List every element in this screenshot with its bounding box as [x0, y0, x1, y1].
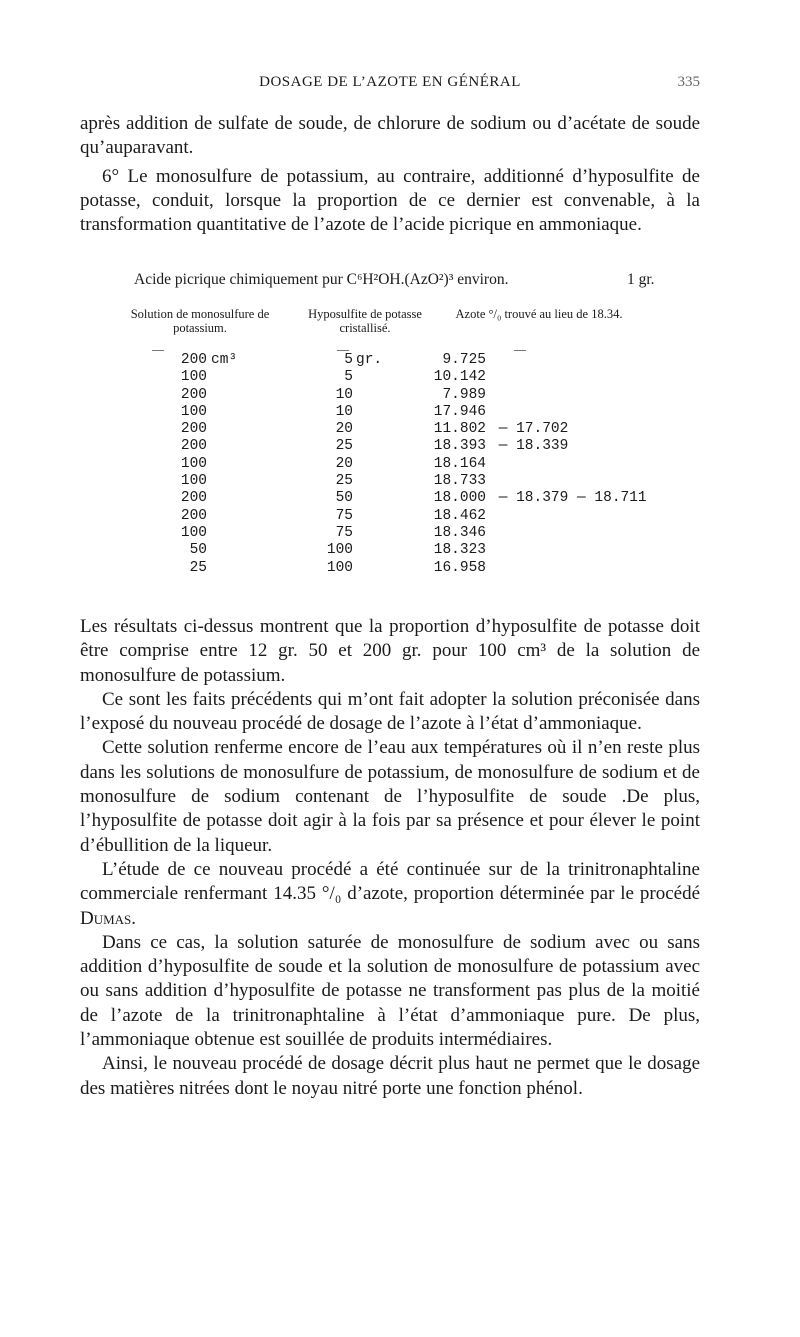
table-row — [80, 421, 720, 438]
cell-azote-extra: — 17.702 — [490, 421, 569, 438]
author-name: Dumas — [80, 907, 132, 929]
cell-hyposulfite: 100 — [326, 559, 353, 576]
table-row — [80, 456, 720, 473]
cell-solution: 100 — [180, 403, 207, 420]
cell-azote-extra: — 18.339 — [490, 438, 569, 455]
cell-azote: 18.346 — [433, 524, 486, 541]
cell-azote: 18.393 — [433, 438, 486, 455]
cell-hyposulfite: 100 — [326, 542, 353, 559]
table-row — [80, 404, 720, 421]
table-row — [80, 560, 720, 577]
paragraph: Ce sont les faits précédents qui m’ont fait adopter la solution préconisée dans l’exposé du nouveau procédé de dosage de l’azote à l’état d’ammoniaque. — [80, 688, 700, 735]
cell-azote: 18.733 — [433, 473, 486, 490]
table-row — [80, 508, 720, 525]
cell-azote: 17.946 — [433, 403, 486, 420]
paragraph: Cette solution renferme encore de l’eau aux températures où il n’en reste plus dans les solutions de monosulfure de potassium, de monosulfure de sodium et de monosulfure de sodium contenant de l’hyposulfite de soude .De plus, l’hyposulfite de potasse doit agir à la fois par sa présence et pour élever le point d’ébullition de la liqueur. — [80, 737, 700, 856]
paragraph: Les résultats ci-dessus montrent que la proportion d’hyposulfite de potasse doit être comprise entre 12 gr. 50 et 200 gr. pour 100 cm³ de la solution de monosulfure de potassium. — [80, 616, 700, 686]
cell-azote: 18.164 — [433, 455, 486, 472]
cell-hyposulfite: 75 — [335, 524, 353, 541]
cell-solution: 100 — [180, 524, 207, 541]
table-row — [80, 542, 720, 559]
cell-solution: 50 — [189, 542, 207, 559]
paragraph: Dans ce cas, la solution saturée de monosulfure de sodium avec ou sans addition d’hyposulfite de soude et la solution de monosulfure de potassium avec ou sans addition d’hyposulfite de potasse ne transforment pas plus de la moitié de l’azote de la trinitronaphtaline à l’état d’ammoniaque pure. De plus, l’ammoniaque obtenue est souillée de produits intermédiaires. — [80, 931, 700, 1051]
cell-hyposulfite: 5 — [344, 369, 353, 386]
cell-solution: 200 — [180, 421, 207, 438]
formula-text: Acide picrique chimiquement pur C⁶H²OH.(AzO²)³ environ. — [134, 271, 509, 288]
column-header: Azote °/₀ trouvé au lieu de 18.34. — [455, 307, 623, 321]
column-header: Hyposulfite de potasse cristallisé. — [308, 307, 422, 335]
cell-hyposulfite: 10 — [335, 403, 353, 420]
paragraph: Ainsi, le nouveau procédé de dosage décrit plus haut ne permet que le dosage des matières nitrées dont le noyau nitré porte une fonction phénol. — [80, 1053, 700, 1099]
cell-unit: gr. — [356, 352, 383, 368]
cell-hyposulfite: 20 — [335, 455, 353, 472]
cell-azote: 16.958 — [433, 559, 486, 576]
formula-quantity: 1 gr. — [627, 271, 655, 288]
table-row — [80, 438, 720, 455]
cell-solution: 200 — [180, 352, 207, 368]
table-row — [80, 387, 720, 404]
cell-azote: 18.323 — [433, 542, 486, 559]
cell-azote: 18.000 — [433, 490, 486, 507]
cell-solution: 200 — [180, 438, 207, 455]
header-dash: — — [337, 342, 349, 356]
page-number: 335 — [677, 74, 700, 90]
cell-azote: 11.802 — [433, 421, 486, 438]
paragraph: après addition de sulfate de soude, de chlorure de sodium ou d’acétate de soude qu’auparavant. — [80, 113, 700, 159]
cell-solution: 100 — [180, 455, 207, 472]
cell-hyposulfite: 20 — [335, 421, 353, 438]
cell-hyposulfite: 10 — [335, 386, 353, 403]
top-text — [80, 112, 700, 237]
bottom-text — [80, 615, 700, 1101]
cell-solution: 100 — [180, 473, 207, 490]
cell-solution: 100 — [180, 369, 207, 386]
paragraph: L’étude de ce nouveau procédé a été continuée sur de la trinitronaphtaline commerciale renfermant 14.35 °/₀ d’azote, proportion déterminée par le procédé Dumas. — [80, 858, 700, 929]
cell-hyposulfite: 5 — [344, 352, 353, 368]
paragraph: 6° Le monosulfure de potassium, au contraire, additionné d’hyposulfite de potasse, conduit, lorsque la proportion de ce dernier est convenable, à la transformation quantitative de l’azote de l’acide picrique en ammoniaque. — [80, 165, 700, 236]
table-row — [80, 490, 720, 507]
running-title: DOSAGE DE L’AZOTE EN GÉNÉRAL — [259, 74, 521, 90]
cell-hyposulfite: 25 — [335, 473, 353, 490]
cell-hyposulfite: 75 — [335, 507, 353, 524]
cell-solution: 25 — [189, 559, 207, 576]
table-row — [80, 369, 720, 386]
cell-azote-extra: — 18.379 — 18.711 — [490, 490, 647, 507]
cell-azote: 18.462 — [433, 507, 486, 524]
cell-solution: 200 — [180, 490, 207, 507]
table-row — [80, 473, 720, 490]
cell-azote: 7.989 — [442, 386, 486, 403]
table-row — [80, 352, 720, 369]
cell-hyposulfite: 50 — [335, 490, 353, 507]
header-dash: — — [152, 342, 164, 356]
cell-unit: cm³ — [211, 352, 238, 368]
cell-solution: 200 — [180, 386, 207, 403]
cell-azote: 9.725 — [442, 352, 486, 368]
header-dash: — — [514, 342, 526, 356]
cell-solution: 200 — [180, 507, 207, 524]
data-table — [80, 352, 720, 577]
column-header: Solution de monosulfure de potassium. — [130, 307, 270, 335]
table-row — [80, 525, 720, 542]
running-header — [80, 74, 700, 98]
cell-hyposulfite: 25 — [335, 438, 353, 455]
cell-azote: 10.142 — [433, 369, 486, 386]
